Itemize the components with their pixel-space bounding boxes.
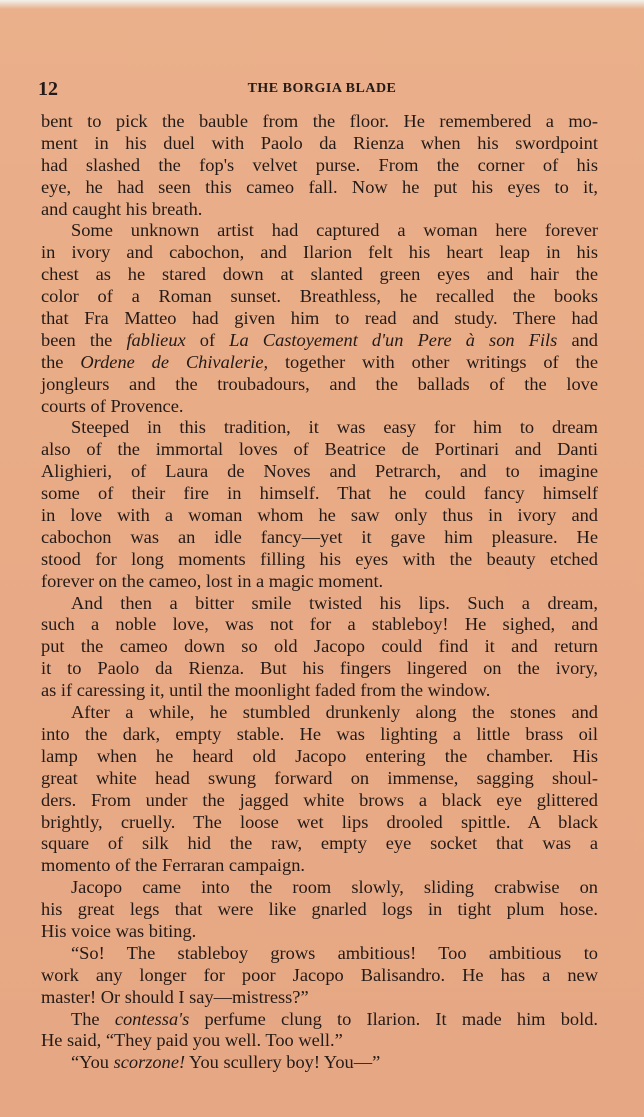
- body-text: [41, 111, 598, 1074]
- text-line: some of their fire in himself. That he could fancy himself: [41, 483, 598, 504]
- text-line: jongleurs and the troubadours, and the ballads of the love: [41, 373, 598, 394]
- text-line: the Ordene de Chivalerie, together with other writings of the: [41, 351, 598, 372]
- text-line: forever on the cameo, lost in a magic moment.: [41, 570, 384, 591]
- text-line: his great legs that were like gnarled logs in tight plum hose.: [41, 899, 598, 920]
- text-line: it to Paolo da Rienza. But his fingers lingered on the ivory,: [41, 658, 598, 679]
- paragraph: [41, 943, 598, 1009]
- text-line: work any longer for poor Jacopo Balisandro. He has a new: [41, 964, 598, 985]
- text-line: eye, he had seen this cameo fall. Now he put his eyes to it,: [41, 176, 598, 197]
- text-line: that Fra Matteo had given him to read and study. There had: [41, 308, 598, 329]
- text-line: chest as he stared down at slanted green eyes and hair the: [41, 264, 598, 285]
- text-line: in ivory and cabochon, and Ilarion felt his heart leap in his: [41, 242, 598, 263]
- text-line: such a noble love, was not for a stableboy! He sighed, and: [41, 614, 598, 635]
- text-line: “So! The stableboy grows ambitious! Too ambitious to: [71, 942, 598, 963]
- text-line: master! Or should I say—mistress?”: [41, 986, 309, 1007]
- text-line: cabochon was an idle fancy—yet it gave him pleasure. He: [41, 526, 598, 547]
- text-line: square of silk hid the raw, empty eye socket that was a: [41, 833, 598, 854]
- text-line: great white head swung forward on immense, sagging shoul-: [41, 767, 598, 788]
- text-line: into the dark, empty stable. He was lighting a little brass oil: [41, 723, 598, 744]
- running-head: THE BORGIA BLADE: [247, 81, 397, 96]
- text-line: The contessa's perfume clung to Ilarion. It made him bold.: [71, 1008, 598, 1029]
- text-line: Jacopo came into the room slowly, sliding crabwise on: [71, 877, 598, 898]
- paragraph: [41, 111, 598, 220]
- page-top-edge: [0, 0, 644, 9]
- paragraph: [41, 702, 598, 877]
- paragraph: [41, 220, 598, 417]
- text-line: momento of the Ferraran campaign.: [41, 855, 306, 876]
- text-line: put the cameo down so old Jacopo could find it and return: [41, 636, 598, 657]
- paragraph: [41, 593, 598, 702]
- paragraph: [41, 877, 598, 943]
- text-line: He said, “They paid you well. Too well.”: [41, 1030, 343, 1051]
- text-line: Steeped in this tradition, it was easy for him to dream: [71, 417, 598, 438]
- text-line: brightly, cruelly. The loose wet lips drooled spittle. A black: [41, 811, 598, 832]
- text-line: After a while, he stumbled drunkenly along the stones and: [71, 702, 598, 723]
- text-line: “You scorzone! You scullery boy! You—”: [71, 1052, 381, 1073]
- text-line: had slashed the fop's velvet purse. From the corner of his: [41, 154, 598, 175]
- text-line: also of the immortal loves of Beatrice de Portinari and Danti: [41, 439, 598, 460]
- paragraph: [41, 1009, 598, 1053]
- page-header: [38, 78, 606, 102]
- text-line: stood for long moments filling his eyes with the beauty etched: [41, 548, 598, 569]
- text-line: color of a Roman sunset. Breathless, he recalled the books: [41, 286, 598, 307]
- text-line: lamp when he heard old Jacopo entering the chamber. His: [41, 745, 598, 766]
- text-line: Some unknown artist had captured a woman here forever: [71, 220, 598, 241]
- text-line: courts of Provence.: [41, 395, 184, 416]
- paragraph: [41, 1052, 598, 1074]
- page-number: 12: [38, 78, 58, 100]
- text-line: as if caressing it, until the moonlight faded from the window.: [41, 680, 491, 701]
- text-line: Alighieri, of Laura de Noves and Petrarch, and to imagine: [41, 461, 598, 482]
- paragraph: [41, 417, 598, 592]
- text-line: ders. From under the jagged white brows a black eye glittered: [41, 789, 598, 810]
- text-line: in love with a woman whom he saw only thus in ivory and: [41, 505, 598, 526]
- text-line: And then a bitter smile twisted his lips. Such a dream,: [71, 592, 598, 613]
- text-line: ment in his duel with Paolo da Rienza when his swordpoint: [41, 132, 598, 153]
- text-line: His voice was biting.: [41, 920, 197, 941]
- text-line: been the fablieux of La Castoyement d'un Pere à son Fils and: [41, 329, 599, 350]
- text-line: and caught his breath.: [41, 198, 203, 219]
- text-line: bent to pick the bauble from the floor. He remembered a mo-: [41, 111, 598, 131]
